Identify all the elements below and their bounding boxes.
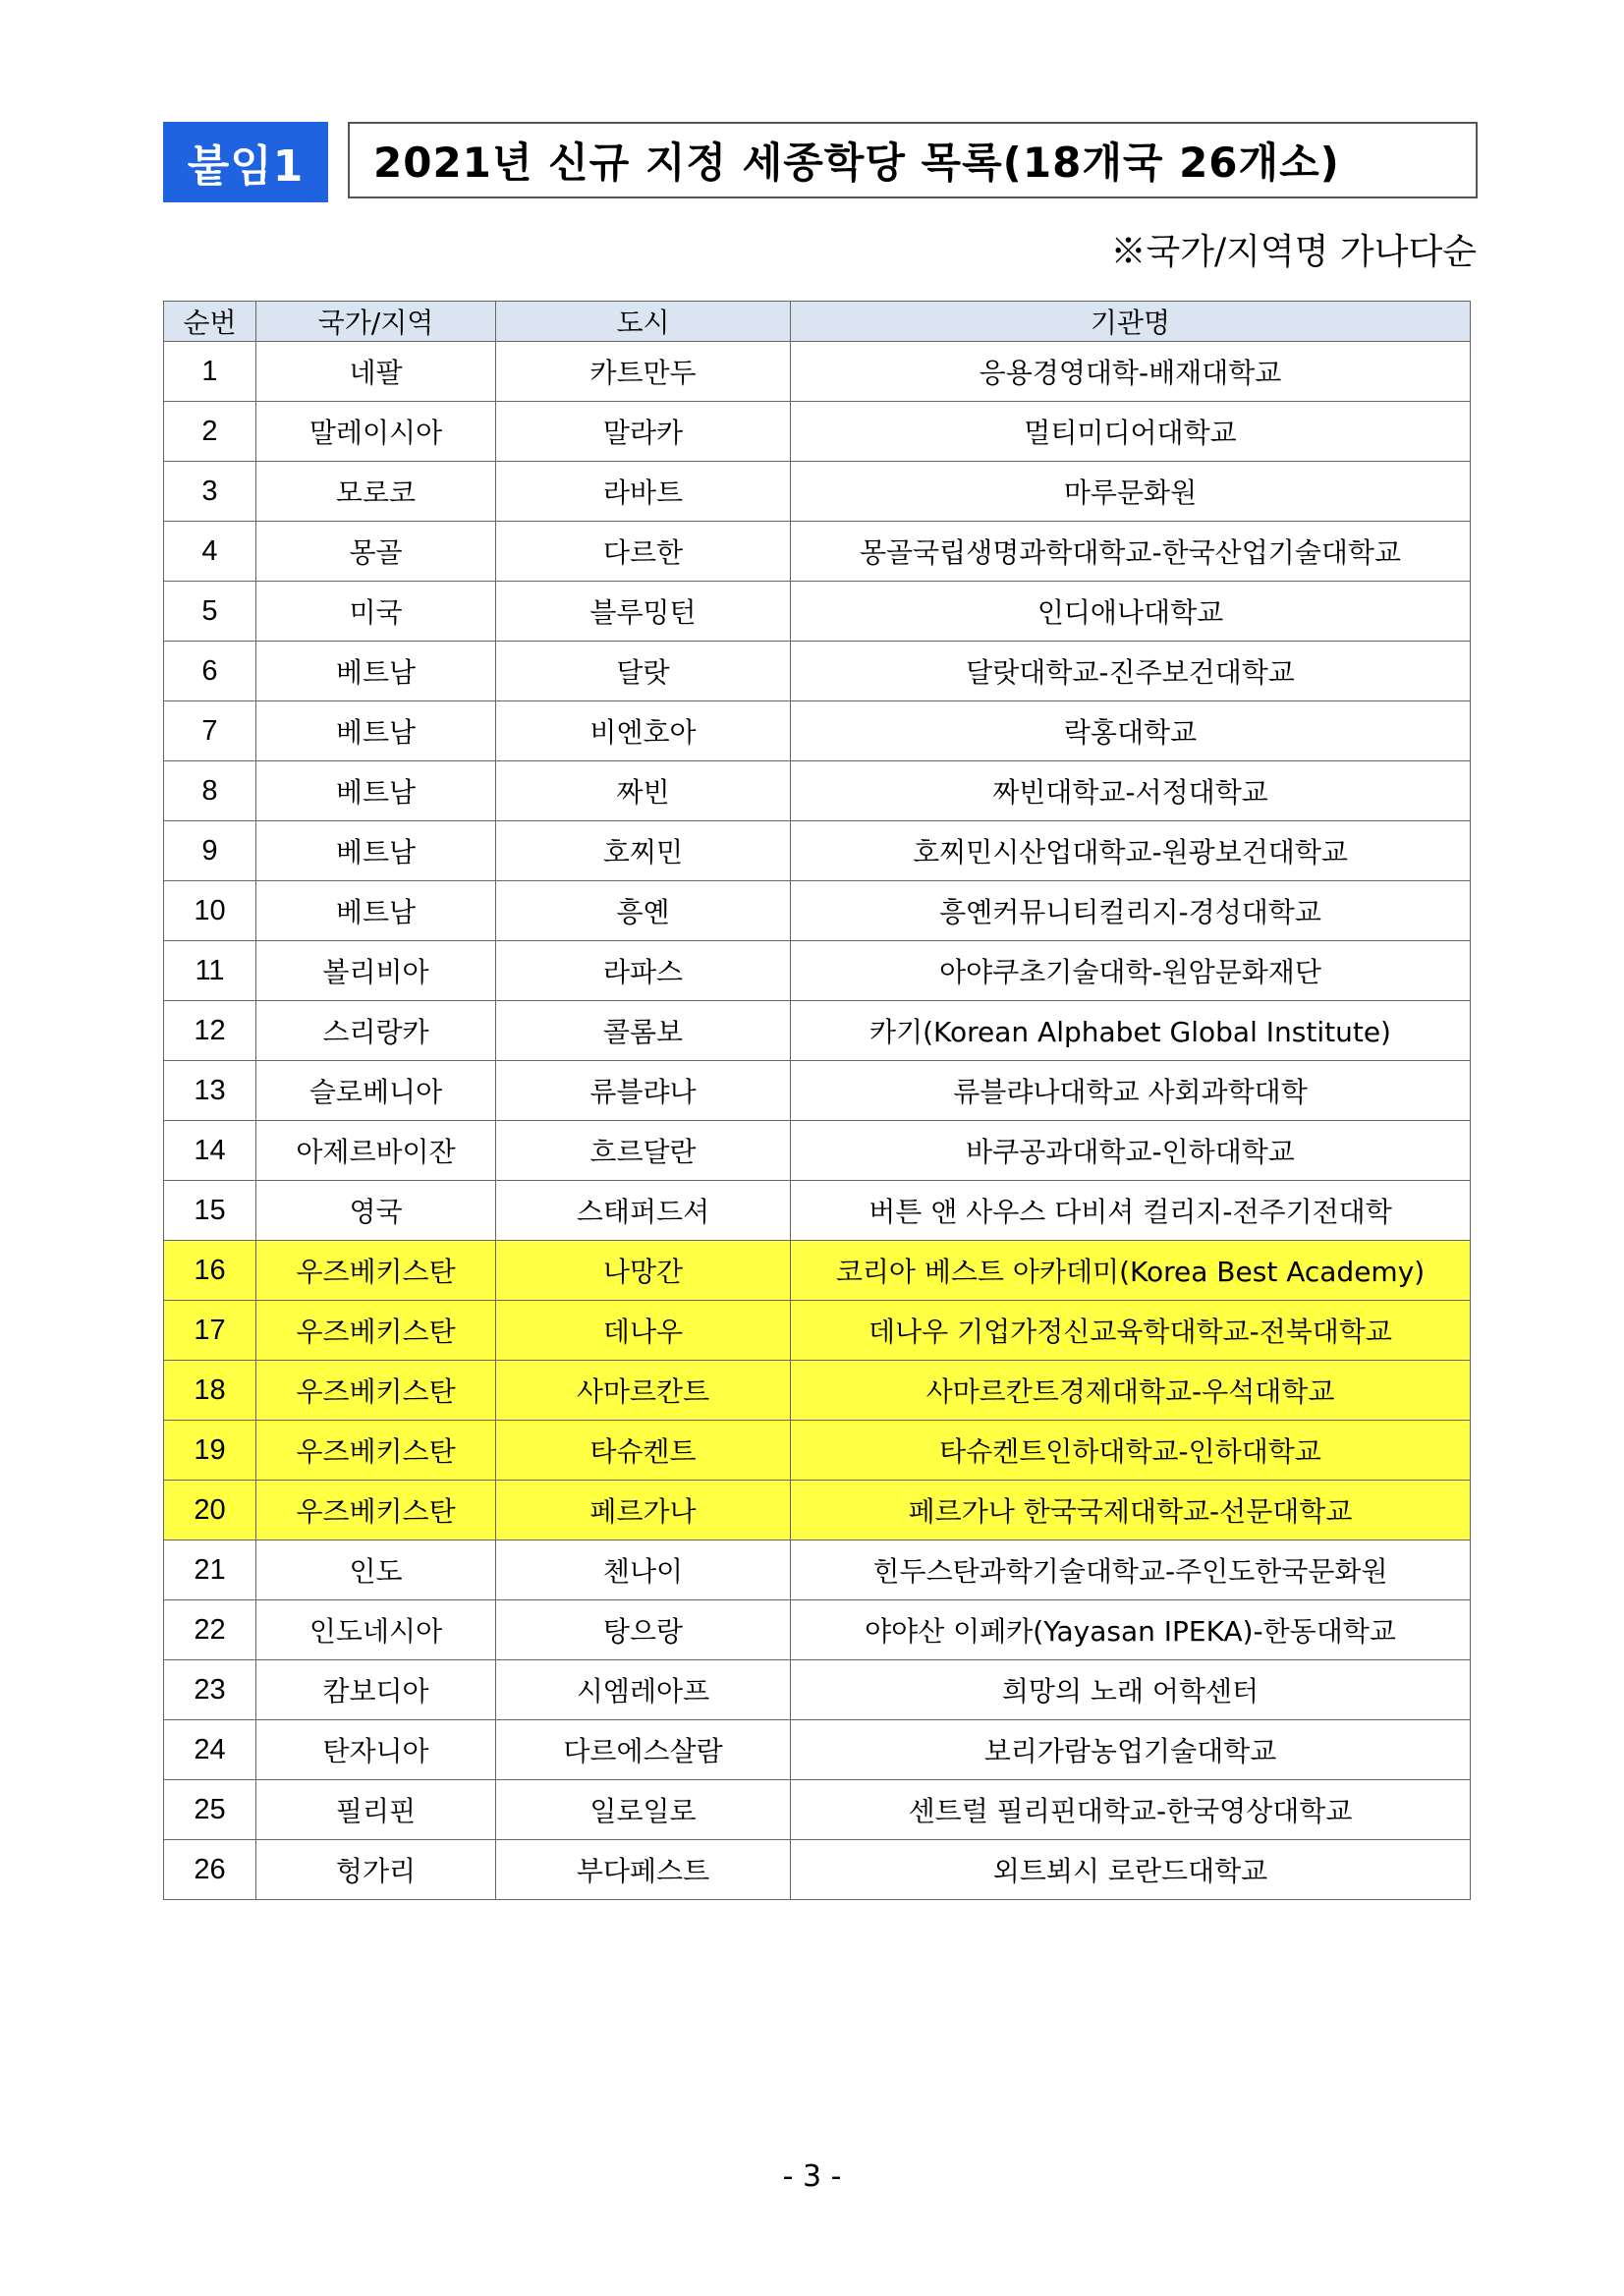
table-row <box>164 1121 1471 1181</box>
cell-number: 13 <box>164 1061 256 1121</box>
cell-institution: 버튼 앤 사우스 다비셔 컬리지-전주기전대학 <box>791 1181 1471 1241</box>
cell-country: 캄보디아 <box>256 1660 496 1720</box>
cell-number: 24 <box>164 1720 256 1780</box>
cell-institution: 호찌민시산업대학교-원광보건대학교 <box>791 821 1471 881</box>
table-row <box>164 1600 1471 1660</box>
cell-city: 부다페스트 <box>496 1840 791 1900</box>
table-header-row <box>164 302 1471 342</box>
page-number: - 3 - <box>782 2159 842 2194</box>
cell-institution: 희망의 노래 어학센터 <box>791 1660 1471 1720</box>
table-row <box>164 462 1471 522</box>
cell-country: 몽골 <box>256 522 496 582</box>
table-row <box>164 342 1471 402</box>
cell-number: 8 <box>164 761 256 821</box>
cell-institution: 데나우 기업가정신교육학대학교-전북대학교 <box>791 1301 1471 1361</box>
cell-institution: 흥옌커뮤니티컬리지-경성대학교 <box>791 881 1471 941</box>
cell-institution: 마루문화원 <box>791 462 1471 522</box>
cell-city: 시엠레아프 <box>496 1660 791 1720</box>
cell-institution: 달랏대학교-진주보건대학교 <box>791 642 1471 701</box>
cell-number: 4 <box>164 522 256 582</box>
cell-number: 11 <box>164 941 256 1001</box>
sort-note: ※국가/지역명 가나다순 <box>1110 232 1477 272</box>
cell-country: 인도 <box>256 1540 496 1600</box>
cell-country: 베트남 <box>256 701 496 761</box>
cell-country: 탄자니아 <box>256 1720 496 1780</box>
cell-country: 영국 <box>256 1181 496 1241</box>
table-row <box>164 761 1471 821</box>
cell-institution: 바쿠공과대학교-인하대학교 <box>791 1121 1471 1181</box>
column-header-number: 순번 <box>164 302 256 342</box>
cell-institution: 짜빈대학교-서정대학교 <box>791 761 1471 821</box>
table-row <box>164 1780 1471 1840</box>
table-row <box>164 402 1471 462</box>
cell-country: 우즈베키스탄 <box>256 1301 496 1361</box>
attachment-badge: 붙임1 <box>163 122 328 202</box>
cell-country: 슬로베니아 <box>256 1061 496 1121</box>
cell-country: 미국 <box>256 582 496 642</box>
cell-number: 9 <box>164 821 256 881</box>
cell-number: 6 <box>164 642 256 701</box>
table-row <box>164 1481 1471 1540</box>
cell-number: 23 <box>164 1660 256 1720</box>
cell-institution: 멀티미디어대학교 <box>791 402 1471 462</box>
cell-city: 달랏 <box>496 642 791 701</box>
cell-institution: 페르가나 한국국제대학교-선문대학교 <box>791 1481 1471 1540</box>
cell-country: 우즈베키스탄 <box>256 1481 496 1540</box>
cell-city: 짜빈 <box>496 761 791 821</box>
cell-institution: 류블랴나대학교 사회과학대학 <box>791 1061 1471 1121</box>
cell-country: 볼리비아 <box>256 941 496 1001</box>
cell-number: 5 <box>164 582 256 642</box>
cell-institution: 타슈켄트인하대학교-인하대학교 <box>791 1421 1471 1481</box>
cell-institution: 카기(Korean Alphabet Global Institute) <box>791 1001 1471 1061</box>
cell-city: 흥옌 <box>496 881 791 941</box>
cell-number: 19 <box>164 1421 256 1481</box>
cell-city: 흐르달란 <box>496 1121 791 1181</box>
table-row <box>164 1301 1471 1361</box>
cell-city: 첸나이 <box>496 1540 791 1600</box>
cell-city: 스태퍼드셔 <box>496 1181 791 1241</box>
cell-institution: 인디애나대학교 <box>791 582 1471 642</box>
cell-city: 데나우 <box>496 1301 791 1361</box>
table-row <box>164 941 1471 1001</box>
table-row <box>164 582 1471 642</box>
cell-number: 15 <box>164 1181 256 1241</box>
cell-country: 우즈베키스탄 <box>256 1361 496 1421</box>
cell-number: 20 <box>164 1481 256 1540</box>
cell-institution: 코리아 베스트 아카데미(Korea Best Academy) <box>791 1241 1471 1301</box>
cell-city: 류블랴나 <box>496 1061 791 1121</box>
cell-city: 라바트 <box>496 462 791 522</box>
cell-institution: 락홍대학교 <box>791 701 1471 761</box>
cell-country: 아제르바이잔 <box>256 1121 496 1181</box>
cell-country: 베트남 <box>256 642 496 701</box>
cell-city: 사마르칸트 <box>496 1361 791 1421</box>
cell-number: 17 <box>164 1301 256 1361</box>
column-header-city: 도시 <box>496 302 791 342</box>
cell-number: 12 <box>164 1001 256 1061</box>
cell-city: 블루밍턴 <box>496 582 791 642</box>
column-header-country: 국가/지역 <box>256 302 496 342</box>
cell-city: 말라카 <box>496 402 791 462</box>
table-row <box>164 1421 1471 1481</box>
table-row <box>164 1001 1471 1061</box>
cell-country: 스리랑카 <box>256 1001 496 1061</box>
cell-city: 콜롬보 <box>496 1001 791 1061</box>
cell-city: 호찌민 <box>496 821 791 881</box>
cell-city: 비엔호아 <box>496 701 791 761</box>
cell-institution: 외트뵈시 로란드대학교 <box>791 1840 1471 1900</box>
cell-country: 필리핀 <box>256 1780 496 1840</box>
table-row <box>164 1181 1471 1241</box>
table-row <box>164 1361 1471 1421</box>
institution-table <box>163 301 1471 1900</box>
cell-number: 3 <box>164 462 256 522</box>
cell-number: 2 <box>164 402 256 462</box>
cell-country: 네팔 <box>256 342 496 402</box>
cell-number: 1 <box>164 342 256 402</box>
cell-city: 라파스 <box>496 941 791 1001</box>
cell-country: 베트남 <box>256 881 496 941</box>
cell-city: 일로일로 <box>496 1780 791 1840</box>
table-row <box>164 821 1471 881</box>
cell-city: 다르한 <box>496 522 791 582</box>
cell-institution: 야야산 이페카(Yayasan IPEKA)-한동대학교 <box>791 1600 1471 1660</box>
attachment-header <box>163 122 1480 202</box>
table-row <box>164 1061 1471 1121</box>
table-row <box>164 1720 1471 1780</box>
cell-number: 26 <box>164 1840 256 1900</box>
cell-city: 카트만두 <box>496 342 791 402</box>
table-row <box>164 1241 1471 1301</box>
column-header-institution: 기관명 <box>791 302 1471 342</box>
table-row <box>164 701 1471 761</box>
table-row <box>164 1660 1471 1720</box>
table-row <box>164 1540 1471 1600</box>
cell-number: 10 <box>164 881 256 941</box>
cell-number: 7 <box>164 701 256 761</box>
cell-country: 말레이시아 <box>256 402 496 462</box>
cell-country: 베트남 <box>256 761 496 821</box>
cell-city: 페르가나 <box>496 1481 791 1540</box>
cell-city: 타슈켄트 <box>496 1421 791 1481</box>
table-row <box>164 642 1471 701</box>
cell-number: 16 <box>164 1241 256 1301</box>
cell-institution: 사마르칸트경제대학교-우석대학교 <box>791 1361 1471 1421</box>
cell-country: 베트남 <box>256 821 496 881</box>
cell-number: 25 <box>164 1780 256 1840</box>
table-body <box>164 342 1471 1900</box>
cell-city: 나망간 <box>496 1241 791 1301</box>
table-row <box>164 522 1471 582</box>
cell-country: 인도네시아 <box>256 1600 496 1660</box>
document-title: 2021년 신규 지정 세종학당 목록(18개국 26개소) <box>348 122 1478 198</box>
cell-institution: 아야쿠초기술대학-원암문화재단 <box>791 941 1471 1001</box>
cell-country: 모로코 <box>256 462 496 522</box>
cell-institution: 힌두스탄과학기술대학교-주인도한국문화원 <box>791 1540 1471 1600</box>
cell-number: 18 <box>164 1361 256 1421</box>
cell-number: 14 <box>164 1121 256 1181</box>
cell-country: 우즈베키스탄 <box>256 1241 496 1301</box>
cell-country: 헝가리 <box>256 1840 496 1900</box>
cell-city: 다르에스살람 <box>496 1720 791 1780</box>
cell-institution: 센트럴 필리핀대학교-한국영상대학교 <box>791 1780 1471 1840</box>
cell-country: 우즈베키스탄 <box>256 1421 496 1481</box>
cell-institution: 몽골국립생명과학대학교-한국산업기술대학교 <box>791 522 1471 582</box>
cell-number: 22 <box>164 1600 256 1660</box>
table-row <box>164 1840 1471 1900</box>
cell-institution: 보리가람농업기술대학교 <box>791 1720 1471 1780</box>
cell-city: 탕으랑 <box>496 1600 791 1660</box>
cell-number: 21 <box>164 1540 256 1600</box>
cell-institution: 응용경영대학-배재대학교 <box>791 342 1471 402</box>
table-row <box>164 881 1471 941</box>
